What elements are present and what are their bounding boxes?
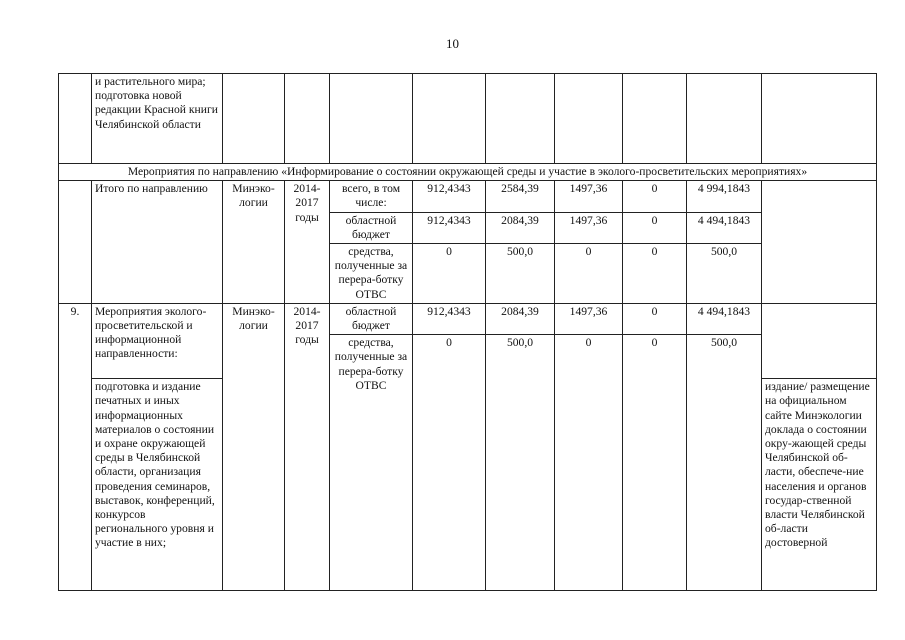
total-2016-3: 0 <box>555 244 623 304</box>
item9-2017-1: 0 <box>623 303 687 334</box>
table-row-total-1 <box>59 181 877 212</box>
item9-2015-2: 500,0 <box>486 335 555 591</box>
total-2015-1: 2584,39 <box>486 181 555 212</box>
item9-2017-2: 0 <box>623 335 687 591</box>
cell-name: и растительного мира; подготовка новой редакции Красной книги Челябинской области <box>92 74 223 164</box>
cell-2014 <box>413 74 486 164</box>
item9-executor: Минэко-логии <box>223 303 285 590</box>
cell-num <box>59 74 92 164</box>
item9-2015-1: 2084,39 <box>486 303 555 334</box>
total-name: Итого по направлению <box>92 181 223 304</box>
item9-sum-2: 500,0 <box>687 335 762 591</box>
total-2016-2: 1497,36 <box>555 212 623 243</box>
total-2014-3: 0 <box>413 244 486 304</box>
total-executor: Минэко-логии <box>223 181 285 304</box>
program-table <box>58 73 877 591</box>
total-result <box>762 181 877 304</box>
section-title-row <box>59 164 877 181</box>
total-2014-2: 912,4343 <box>413 212 486 243</box>
total-2014-1: 912,4343 <box>413 181 486 212</box>
cell-total <box>687 74 762 164</box>
total-sum-3: 500,0 <box>687 244 762 304</box>
total-2015-3: 500,0 <box>486 244 555 304</box>
cell-executor <box>223 74 285 164</box>
total-2016-1: 1497,36 <box>555 181 623 212</box>
cell-2016 <box>555 74 623 164</box>
total-2017-1: 0 <box>623 181 687 212</box>
section-title: Мероприятия по направлению «Информирование о состоянии окружающей среды и участие в эколого-просветительских мероприятиях» <box>59 164 877 181</box>
table-row-item9-1 <box>59 303 877 334</box>
cell-2017 <box>623 74 687 164</box>
item9-source-1: областной бюджет <box>330 303 413 334</box>
total-sum-2: 4 494,1843 <box>687 212 762 243</box>
cell-result <box>762 74 877 164</box>
total-source-2: областной бюджет <box>330 212 413 243</box>
item9-subname: подготовка и издание печатных и иных информационных материалов о состоянии и охране окружающей среды в Челябинской области, организация проведения семинаров, выставок, конференций, конкурсов регионального уровня и участие в них; <box>92 379 223 591</box>
item9-sum-1: 4 494,1843 <box>687 303 762 334</box>
item9-period: 2014-2017 годы <box>285 303 330 590</box>
item9-result-top <box>762 303 877 378</box>
cell-source <box>330 74 413 164</box>
total-period: 2014-2017 годы <box>285 181 330 304</box>
item9-2014-1: 912,4343 <box>413 303 486 334</box>
total-source-3: средства, полученные за перера-ботку ОТВС <box>330 244 413 304</box>
total-2017-2: 0 <box>623 212 687 243</box>
table-row-continuation <box>59 74 877 164</box>
total-2015-2: 2084,39 <box>486 212 555 243</box>
total-source-1: всего, в том числе: <box>330 181 413 212</box>
cell-period <box>285 74 330 164</box>
total-sum-1: 4 994,1843 <box>687 181 762 212</box>
item9-num: 9. <box>59 303 92 590</box>
cell-num <box>59 181 92 304</box>
page-number: 10 <box>446 36 459 51</box>
item9-2016-2: 0 <box>555 335 623 591</box>
item9-source-2: средства, полученные за перера-ботку ОТВС <box>330 335 413 591</box>
item9-2014-2: 0 <box>413 335 486 591</box>
item9-name: Мероприятия эколого-просветительской и информационной направленности: <box>92 303 223 378</box>
cell-2015 <box>486 74 555 164</box>
total-2017-3: 0 <box>623 244 687 304</box>
item9-result: издание/ размещение на официальном сайте Минэкологии доклада о состоянии окру-жающей среды Челябинской об-ласти, обеспече-ние населения и органов государ-ственной власти Челябинской об-ласти достоверной <box>762 379 877 591</box>
item9-2016-1: 1497,36 <box>555 303 623 334</box>
